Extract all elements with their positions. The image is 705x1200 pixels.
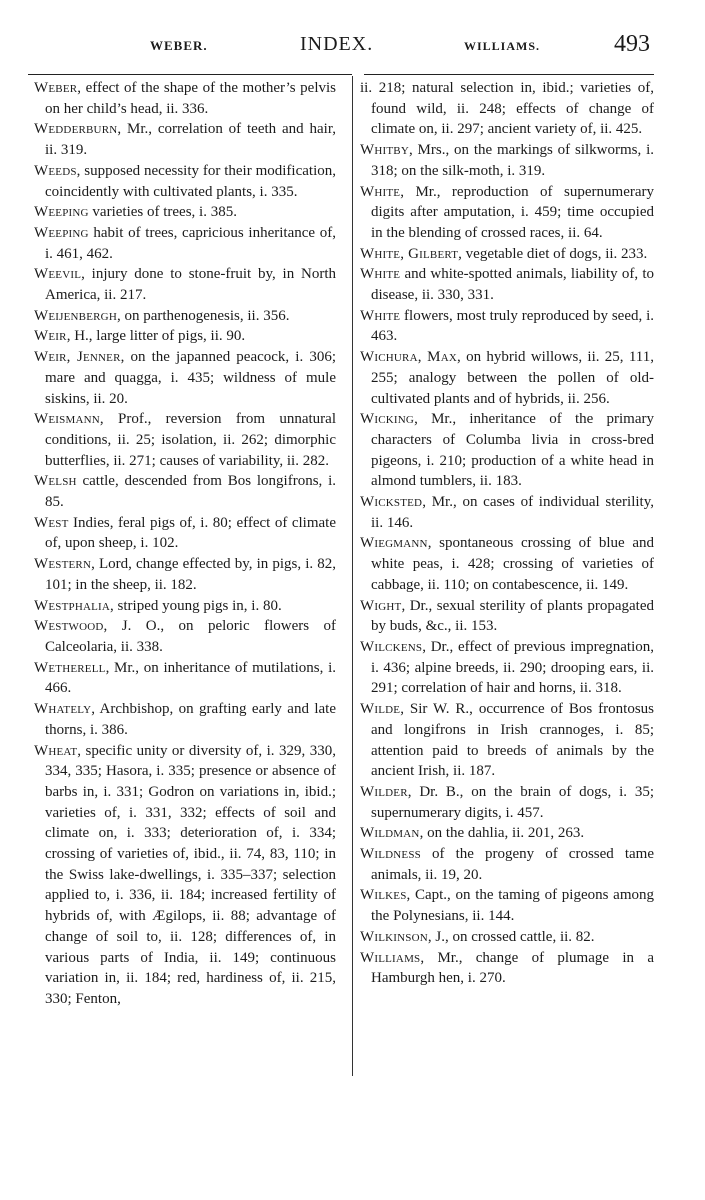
entry-heading: Weeping xyxy=(34,204,89,221)
entry-heading: Wiegmann xyxy=(360,535,428,552)
entry-heading: Wildness xyxy=(360,846,421,863)
entry-text: habit of trees, capricious inheritance of, i. 461, 462. xyxy=(45,224,336,262)
entry-text: , Mr., correlation of teeth and hair, ii. 319. xyxy=(45,121,336,159)
index-entry xyxy=(360,140,654,181)
entry-heading: Westphalia xyxy=(34,597,111,614)
entry-text: , vegetable diet of dogs, ii. 233. xyxy=(458,245,648,262)
entry-heading: White xyxy=(360,183,401,200)
entry-text: ii. 218; natural selection in, ibid.; varieties of, found wild, ii. 248; effects of change of climate on, ii. 297; ancient variety of, ii. 425. xyxy=(360,80,654,138)
index-entry xyxy=(360,885,654,926)
entry-text: , Mrs., on the markings of silkworms, i. 318; on the silk-moth, i. 319. xyxy=(371,142,654,179)
entry-heading: Weeds xyxy=(34,162,77,179)
entry-heading: Weir xyxy=(34,328,67,345)
header-last-entry: WILLIAMS. xyxy=(464,39,541,53)
entry-text: , Sir W. R., occurrence of Bos frontosus and longifrons in Irish crannoges, i. 85; attention paid to breeds of animals by the ancient Irish, ii. 187. xyxy=(371,701,654,780)
index-entry xyxy=(34,741,336,1010)
entry-text: , Lord, change effected by, in pigs, i. 82, 101; in the sheep, ii. 182. xyxy=(45,556,336,593)
entry-heading: Wilder xyxy=(360,783,408,800)
entry-text: , on the japanned peacock, i. 306; mare and quagga, i. 435; wildness of mule siskins, ii. 20. xyxy=(45,349,336,407)
entry-text: , Capt., on the taming of pigeons among the Polynesians, ii. 144. xyxy=(371,887,654,925)
entry-text: , J., on crossed cattle, ii. 82. xyxy=(427,928,595,945)
entry-text: , on the dahlia, ii. 201, 263. xyxy=(419,825,585,842)
entry-heading: White, Gilbert xyxy=(360,245,459,262)
entry-heading: Wilckens xyxy=(360,638,423,655)
entry-text: varieties of trees, i. 385. xyxy=(88,204,237,221)
entry-text: , supposed necessity for their modification, coincidently with cultivated plants, i. 335. xyxy=(45,162,336,200)
entry-heading: Weeping xyxy=(34,224,89,241)
entry-text: , Archbishop, on grafting early and late thorns, i. 386. xyxy=(45,701,336,738)
entry-heading: Wilkes xyxy=(360,887,407,904)
index-entry xyxy=(34,616,336,657)
entry-text: flowers, most truly reproduced by seed, i. 463. xyxy=(371,307,654,345)
index-entry xyxy=(360,492,654,533)
index-entry xyxy=(360,699,654,782)
entry-text: , Mr., change of plumage in a Hamburgh hen, i. 270. xyxy=(371,949,654,987)
entry-text: of the progeny of crossed tame animals, ii. 19, 20. xyxy=(371,846,654,883)
index-entry xyxy=(34,347,336,409)
index-entry xyxy=(360,533,654,595)
entry-text: cattle, descended from Bos longifrons, i. 85. xyxy=(45,473,336,511)
entry-text: , Mr., on cases of individual sterility, ii. 146. xyxy=(371,494,654,531)
index-entry xyxy=(360,347,654,409)
entry-text: , Dr., effect of previous impregnation, i. 436; alpine breeds, ii. 290; drooping ears, ii. 291; correlation of hair and horns, ii. 318. xyxy=(371,638,654,697)
entry-heading: Westwood xyxy=(34,618,104,635)
index-entry xyxy=(360,78,654,140)
entry-heading: Wicksted xyxy=(360,494,423,511)
entry-heading: White xyxy=(360,266,401,283)
entry-text: , Dr. B., on the brain of dogs, i. 35; supernumerary digits, i. 457. xyxy=(371,783,654,821)
entry-heading: West xyxy=(34,514,69,531)
header-first-entry: WEBER. xyxy=(150,38,208,53)
entry-text: , striped young pigs in, i. 80. xyxy=(110,597,282,614)
entry-text: Indies, feral pigs of, i. 80; effect of climate of, upon sheep, i. 102. xyxy=(45,514,336,552)
index-entry xyxy=(34,306,336,327)
entry-text: , Dr., sexual sterility of plants propagated by buds, &c., ii. 153. xyxy=(371,597,654,635)
entry-heading: White xyxy=(360,307,401,324)
entry-text: , Mr., reproduction of supernumerary digits after amputation, i. 459; time occupied in the blending of crossed races, ii. 64. xyxy=(371,183,654,241)
entry-heading: Wichura, Max xyxy=(360,349,458,366)
entry-text: , Mr., on inheritance of mutilations, i. 466. xyxy=(45,659,336,697)
entry-text: , J. O., on peloric flowers of Calceolaria, ii. 338. xyxy=(45,618,336,655)
entry-text: , Prof., reversion from unnatural conditions, ii. 25; isolation, ii. 262; dimorphic butterflies, ii. 271; causes of variability, ii. 282. xyxy=(45,411,336,469)
index-entry xyxy=(360,264,654,305)
entry-text: , on parthenogenesis, ii. 356. xyxy=(116,307,290,324)
index-entry xyxy=(360,948,654,989)
entry-text: , spontaneous crossing of blue and white peas, i. 428; crossing of varieties of cabbage, ii. 110; on contabescence, ii. 149. xyxy=(371,535,654,593)
index-entry xyxy=(360,244,654,265)
column-divider xyxy=(352,76,353,1076)
index-entry xyxy=(34,554,336,595)
entry-heading: Weismann xyxy=(34,411,100,428)
index-entry xyxy=(34,119,336,160)
entry-heading: Wetherell xyxy=(34,659,106,676)
index-entry xyxy=(34,513,336,554)
header-rule-left xyxy=(28,74,352,75)
index-entry xyxy=(360,927,654,948)
index-column-left xyxy=(34,78,336,1010)
header-title: INDEX. xyxy=(300,33,374,55)
entry-heading: Williams xyxy=(360,949,421,966)
running-header xyxy=(0,30,705,64)
entry-heading: Weijenbergh xyxy=(34,307,117,324)
entry-heading: Weir, Jenner xyxy=(34,349,121,366)
index-entry xyxy=(360,306,654,347)
entry-heading: Welsh xyxy=(34,473,77,490)
entry-text: , on hybrid willows, ii. 25, 111, 255; analogy between the pollen of old-cultivated plants and of hybrids, ii. 256. xyxy=(371,349,655,407)
index-entry xyxy=(360,823,654,844)
index-column-right xyxy=(360,78,654,989)
index-entry xyxy=(34,202,336,223)
index-entry xyxy=(34,161,336,202)
page-number: 493 xyxy=(614,31,650,57)
index-entry xyxy=(34,699,336,740)
entry-text: , effect of the shape of the mother’s pelvis on her child’s head, ii. 336. xyxy=(45,80,336,117)
entry-heading: Western xyxy=(34,556,92,573)
entry-text: , Mr., inheritance of the primary characters of Columba livia in cross-bred pigeons, i. 210; production of a white head in almond tumblers, ii. 183. xyxy=(371,411,654,490)
index-entry xyxy=(360,596,654,637)
entry-heading: Wheat xyxy=(34,742,78,759)
index-entry xyxy=(360,182,654,244)
header-rule-right xyxy=(364,74,654,75)
index-entry xyxy=(34,78,336,119)
entry-text: , H., large litter of pigs, ii. 90. xyxy=(66,328,246,345)
entry-heading: Whitby xyxy=(360,142,409,159)
index-entry xyxy=(360,409,654,492)
index-entry xyxy=(34,409,336,471)
entry-heading: Wildman xyxy=(360,825,420,842)
index-entry xyxy=(360,637,654,699)
entry-text: and white-spotted animals, liability of, to disease, ii. 330, 331. xyxy=(371,266,654,304)
entry-text: , injury done to stone-fruit by, in North America, ii. 217. xyxy=(45,266,336,304)
entry-heading: Wicking xyxy=(360,411,415,428)
index-entry xyxy=(34,326,336,347)
entry-heading: Weber xyxy=(34,80,78,96)
index-entry xyxy=(34,223,336,264)
entry-heading: Wight xyxy=(360,597,402,614)
entry-heading: Wilkinson xyxy=(360,928,428,945)
entry-text: , specific unity or diversity of, i. 329, 330, 334, 335; Hasora, i. 335; presence or absence of barbs in, i. 331; Godron on variations in, ibid.; varieties of, i. 331, 332; effects of soil and climate on, i. 333; deterioration of, i. 334; crossing of varieties of, ibid., ii. 74, 83, 110; in the Swiss lake-dwellings, i. 335–337; selection applied to, i. 336, ii. 184; increased fertility of hybrids of, with Ægilops, ii. 88; advantage of change of soil to, ii. 128; differences of, in various parts of India, ii. 149; continuous variation in, ii. 184; red, hardiness of, ii. 215, 330; Fenton, xyxy=(45,742,336,1007)
entry-heading: Wilde xyxy=(360,701,401,718)
index-entry xyxy=(34,658,336,699)
entry-heading: Weevil xyxy=(34,266,82,283)
index-entry xyxy=(34,596,336,617)
index-entry xyxy=(34,471,336,512)
index-entry xyxy=(34,264,336,305)
entry-heading: Whately xyxy=(34,701,92,718)
index-entry xyxy=(360,782,654,823)
index-entry xyxy=(360,844,654,885)
entry-heading: Wedderburn xyxy=(34,121,118,138)
